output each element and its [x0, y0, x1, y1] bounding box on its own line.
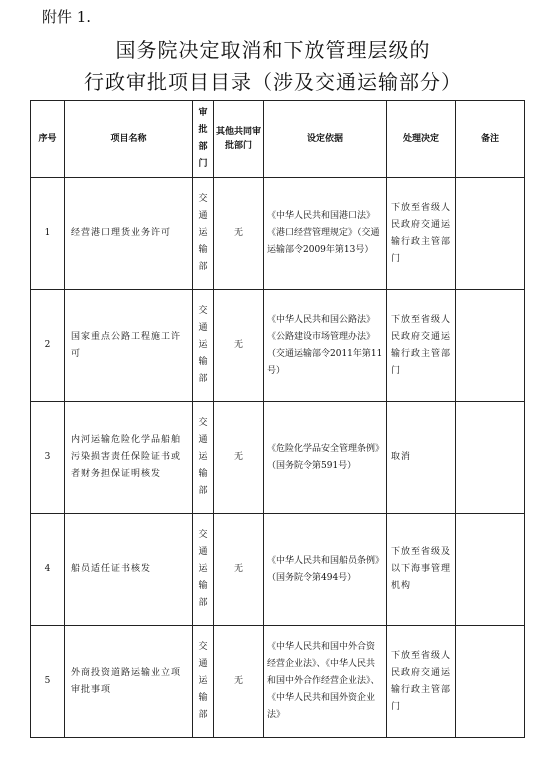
cell-basis: 《危险化学品安全管理条例》（国务院令第591号） [264, 402, 387, 514]
table-row [31, 290, 525, 402]
header-no: 序号 [31, 101, 65, 178]
cell-remark [456, 402, 525, 514]
cell-other: 无 [214, 402, 264, 514]
cell-decision: 下放至省级人民政府交通运输行政主管部门 [387, 626, 456, 738]
cell-dept-text: 交通运输部 [198, 530, 208, 608]
cell-dept [193, 178, 214, 290]
cell-dept [193, 290, 214, 402]
cell-dept-text: 交通运输部 [198, 194, 208, 272]
cell-name: 内河运输危险化学品船舶污染损害责任保险证书或者财务担保证明核发 [65, 402, 193, 514]
cell-basis: 《中华人民共和国公路法》《公路建设市场管理办法》（交通运输部令2011年第11号） [264, 290, 387, 402]
cell-other: 无 [214, 626, 264, 738]
header-dept [193, 101, 214, 178]
cell-name: 经营港口理货业务许可 [65, 178, 193, 290]
cell-decision: 下放至省级人民政府交通运输行政主管部门 [387, 290, 456, 402]
cell-remark [456, 178, 525, 290]
approval-items-table [30, 100, 525, 738]
cell-no: 1 [31, 178, 65, 290]
header-basis: 设定依据 [264, 101, 387, 178]
cell-other: 无 [214, 290, 264, 402]
cell-dept [193, 402, 214, 514]
attachment-label: 附件 1. [42, 8, 92, 26]
table-row [31, 178, 525, 290]
header-dept-text: 审批部门 [198, 108, 208, 169]
cell-remark [456, 290, 525, 402]
cell-decision: 下放至省级人民政府交通运输行政主管部门 [387, 178, 456, 290]
table-row [31, 514, 525, 626]
cell-name: 国家重点公路工程施工许可 [65, 290, 193, 402]
header-remark: 备注 [456, 101, 525, 178]
cell-other: 无 [214, 178, 264, 290]
header-other: 其他共同审批部门 [214, 101, 264, 178]
cell-dept [193, 514, 214, 626]
cell-no: 5 [31, 626, 65, 738]
cell-decision: 取消 [387, 402, 456, 514]
table-header-row [31, 101, 525, 178]
cell-basis: 《中华人民共和国船员条例》（国务院令第494号） [264, 514, 387, 626]
header-name: 项目名称 [65, 101, 193, 178]
cell-no: 4 [31, 514, 65, 626]
cell-other: 无 [214, 514, 264, 626]
cell-no: 3 [31, 402, 65, 514]
page-title-line-1: 国务院决定取消和下放管理层级的 [115, 38, 431, 62]
cell-basis: 《中华人民共和国港口法》《港口经营管理规定》（交通运输部令2009年第13号） [264, 178, 387, 290]
cell-name: 船员适任证书核发 [65, 514, 193, 626]
cell-remark [456, 626, 525, 738]
cell-dept-text: 交通运输部 [198, 306, 208, 384]
cell-no: 2 [31, 290, 65, 402]
cell-decision: 下放至省级及以下海事管理机构 [387, 514, 456, 626]
cell-remark [456, 514, 525, 626]
cell-dept-text: 交通运输部 [198, 642, 208, 720]
header-decision: 处理决定 [387, 101, 456, 178]
cell-dept-text: 交通运输部 [198, 418, 208, 496]
page-title-line-2: 行政审批项目目录（涉及交通运输部分） [84, 70, 462, 94]
table-row [31, 626, 525, 738]
cell-name: 外商投资道路运输业立项审批事项 [65, 626, 193, 738]
cell-basis: 《中华人民共和国中外合资经营企业法》、《中华人民共和国中外合作经营企业法》、《中华人民共和国外资企业法》 [264, 626, 387, 738]
cell-dept [193, 626, 214, 738]
table-row [31, 402, 525, 514]
